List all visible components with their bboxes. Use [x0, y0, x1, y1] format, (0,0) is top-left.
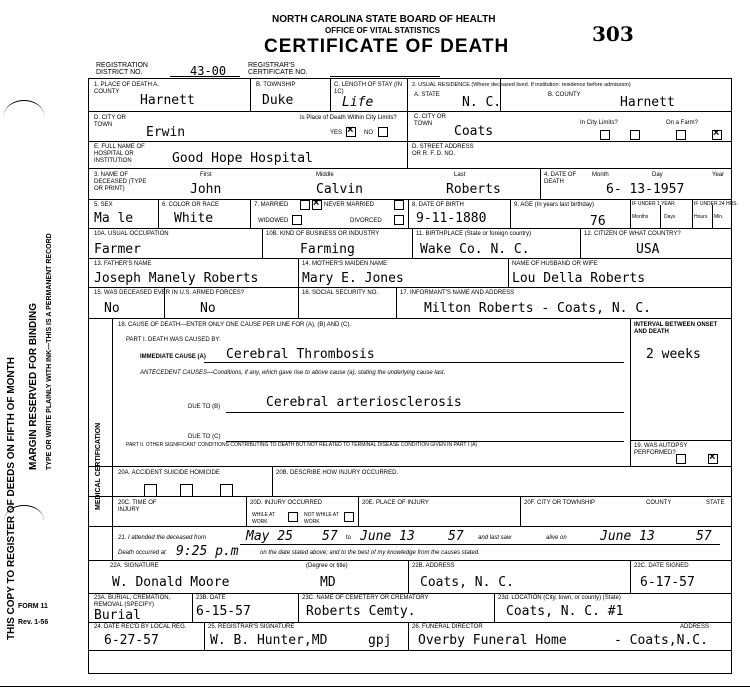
alive-on-label: alive on	[546, 535, 567, 541]
interval-label: INTERVAL BETWEEN ONSET AND DEATH	[634, 322, 718, 335]
medical-certification-label: MEDICAL CERTIFICATION	[95, 422, 102, 510]
binding-mark	[4, 100, 44, 131]
under-24-hours-label: IF UNDER 24 HRS.	[694, 201, 738, 207]
married-label: 7. MARRIED	[254, 202, 289, 208]
immediate-cause-label: IMMEDIATE CAUSE (A)	[140, 354, 206, 360]
alive-on-year: 57	[696, 529, 712, 544]
citizenship-value: USA	[636, 242, 660, 257]
not-work-checkbox[interactable]	[344, 512, 354, 522]
minutes-label: Min.	[714, 214, 724, 220]
injury-time-label: 20C. TIME OF INJURY	[118, 500, 157, 513]
mother-value: Mary E. Jones	[302, 271, 404, 286]
birth-date-label: 8. DATE OF BIRTH	[412, 202, 464, 208]
attended-from-value: May 25	[246, 529, 293, 544]
hospital-value: Good Hope Hospital	[172, 151, 313, 166]
residence-county-label: B. COUNTY	[548, 92, 581, 98]
place-limits-yes-label: YES	[330, 130, 343, 136]
cemetery-location-value: Coats, N. C. #1	[506, 604, 624, 619]
middle-name-value: Calvin	[316, 182, 363, 197]
injury-occurred-label: 20D. INJURY OCCURRED	[250, 500, 323, 506]
form-revision: Rev. 1-56	[18, 619, 49, 626]
residence-city-value: Coats	[454, 124, 494, 139]
antecedent-label: ANTECEDENT CAUSES—Conditions, if any, which gave rise to above cause (a), stating the underlying cause last.	[140, 370, 446, 376]
never-married-label: NEVER MARRIED	[324, 202, 375, 208]
residence-limits-no-checkbox[interactable]	[630, 130, 640, 140]
father-value: Joseph Manely Roberts	[94, 271, 259, 286]
business-label: 10B. KIND OF BUSINESS OR INDUSTRY	[266, 231, 380, 237]
place-limits-no-label: NO	[364, 130, 373, 136]
burial-label: 23A. BURIAL, CREMATION, REMOVAL (SPECIFY)	[94, 595, 171, 608]
father-label: 13. FATHER'S NAME	[94, 261, 152, 267]
residence-city-label: C. CITY OR TOWN	[414, 114, 446, 127]
place-stay-label: C. LENGTH OF STAY (IN 1C)	[334, 82, 403, 95]
funeral-director-value: Overby Funeral Home	[418, 633, 567, 648]
race-label: 6. COLOR OR RACE	[162, 202, 220, 208]
birth-date-value: 9-11-1880	[416, 211, 487, 226]
residence-farm-no-checkbox[interactable]	[712, 130, 722, 140]
part-two-label: PART II. OTHER SIGNIFICANT CONDITIONS CONTRIBUTING TO DEATH BUT NOT RELATED TO TERMINAL DISEASE CONDITION GIVEN IN PART I (A)	[126, 442, 478, 448]
attended-to-value: June 13	[360, 529, 415, 544]
informant-label: 17. INFORMANT'S NAME AND ADDRESS	[400, 290, 515, 296]
immediate-cause-value: Cerebral Thrombosis	[226, 347, 375, 362]
widowed-label: WIDOWED	[258, 218, 289, 224]
race-value: White	[174, 211, 214, 226]
armed-forces-dates-value: No	[200, 301, 216, 316]
ssn-label: 16. SOCIAL SECURITY NO.	[302, 290, 379, 296]
residence-county-value: Harnett	[620, 95, 675, 110]
certificate-number: 303	[592, 22, 634, 46]
middle-name-label: Middle	[316, 172, 334, 178]
divorced-checkbox[interactable]	[394, 215, 404, 225]
last-name-label: Last	[454, 172, 466, 178]
place-city-label: D. CITY OR TOWN	[94, 115, 126, 128]
injury-place-label: 20E. PLACE OF INJURY	[362, 500, 429, 506]
first-name-value: John	[190, 182, 222, 197]
while-work-checkbox[interactable]	[288, 512, 298, 522]
funeral-address-label: ADDRESS	[680, 624, 710, 630]
attended-to-year: 57	[448, 529, 464, 544]
married-checkbox[interactable]	[300, 200, 310, 210]
certificate-title: CERTIFICATE OF DEATH	[264, 36, 510, 57]
attended-to-label: to	[346, 535, 352, 541]
signature-label: 22A. SIGNATURE	[110, 563, 159, 569]
death-month-label: Month	[592, 172, 609, 178]
suicide-box[interactable]	[180, 484, 193, 497]
margin-binding-note: MARGIN RESERVED FOR BINDING	[28, 302, 39, 470]
informant-value: Milton Roberts - Coats, N. C.	[424, 301, 651, 316]
residence-street-label: D. STREET ADDRESS OR R. F. D. NO.	[412, 144, 474, 157]
sex-value: Ma le	[94, 211, 134, 226]
birthplace-label: 11. BIRTHPLACE (State or foreign country)	[416, 231, 532, 237]
injury-describe-label: 20B. DESCRIBE HOW INJURY OCCURRED.	[276, 470, 399, 476]
date-received-label: 24. DATE REC'D BY LOCAL REG.	[94, 624, 187, 630]
residence-state-label: A. STATE	[414, 92, 440, 98]
injury-state-label: STATE	[706, 500, 725, 506]
hours-label: Hours	[694, 214, 708, 220]
residence-limits-label: In City Limits?	[580, 120, 618, 126]
residence-farm-label: On a Farm?	[666, 120, 699, 126]
registrar-signature-value: W. B. Hunter,MD	[210, 633, 328, 648]
mother-label: 14. MOTHER'S MAIDEN NAME	[302, 261, 388, 267]
injury-county-label: COUNTY	[646, 500, 672, 506]
funeral-address-value: - Coats,N.C.	[614, 633, 708, 648]
death-year-label: Year	[712, 172, 725, 178]
autopsy-label: 19. WAS AUTOPSY PERFORMED?	[634, 443, 688, 456]
margin-ink-note: TYPE OR WRITE PLAINLY WITH INK—THIS IS A PERMANENT RECORD	[46, 233, 53, 470]
last-name-value: Roberts	[446, 182, 501, 197]
months-label: Months	[632, 214, 649, 220]
spouse-label: NAME OF HUSBAND OR WIFE	[512, 261, 598, 267]
alive-on-value: June 13	[600, 529, 655, 544]
cemetery-label: 23C. NAME OF CEMETERY OR CREMATORY	[302, 595, 429, 601]
signer-value: W. Donald Moore	[112, 575, 230, 590]
office-name: OFFICE OF VITAL STATISTICS	[325, 26, 440, 35]
first-name-label: First	[200, 172, 212, 178]
cemetery-location-label: 23d. LOCATION (City, town, or county) (State)	[498, 595, 621, 601]
attended-label: 21. I attended the deceased from	[118, 535, 207, 541]
deceased-name-label: 3. NAME OF DECEASED (TYPE OR PRINT)	[94, 172, 147, 192]
death-occurred-value: 9:25 p.m	[176, 544, 239, 559]
age-value: 76	[590, 214, 606, 229]
registrar-certificate-label: REGISTRAR'S CERTIFICATE NO.	[248, 62, 308, 76]
never-married-checkbox[interactable]	[312, 200, 322, 210]
death-date-label: 4. DATE OF DEATH	[544, 172, 577, 185]
date-received-value: 6-27-57	[104, 633, 159, 648]
not-work-label: NOT WHILE AT WORK	[304, 512, 339, 525]
divorced-label: DIVORCED	[350, 218, 382, 224]
place-limits-no-checkbox[interactable]	[378, 127, 388, 137]
business-value: Farming	[300, 242, 355, 257]
accident-box[interactable]	[144, 484, 157, 497]
birthplace-value: Wake Co. N. C.	[420, 242, 530, 257]
signer-address-value: Coats, N. C.	[420, 575, 514, 590]
place-stay-value: Life	[342, 95, 374, 110]
burial-value: Burial	[94, 608, 141, 623]
autopsy-no-checkbox[interactable]	[708, 454, 718, 464]
date-signed-value: 6-17-57	[640, 575, 695, 590]
date-signed-label: 22C. DATE SIGNED	[634, 563, 689, 569]
margin-register-note: THIS COPY TO REGISTER OF DEEDS ON FIFTH OF MONTH	[6, 357, 17, 640]
days-label: Days	[664, 214, 676, 220]
sex-label: 5. SEX	[94, 202, 113, 208]
never-married-extra-checkbox[interactable]	[394, 200, 404, 210]
age-label: 9. AGE (In years last birthday)	[514, 202, 595, 208]
binding-mark	[4, 505, 44, 536]
injury-type-label: 20A. ACCIDENT SUICIDE HOMICIDE	[118, 470, 220, 476]
due-to-b-label: DUE TO (B)	[188, 404, 221, 410]
registration-district-value: 43-00	[190, 64, 227, 78]
attended-from-year: 57	[322, 529, 338, 544]
cemetery-value: Roberts Cemty.	[306, 604, 416, 619]
occupation-label: 10A. USUAL OCCUPATION	[94, 231, 169, 237]
widowed-checkbox[interactable]	[292, 215, 302, 225]
registrar-signature-label: 25. REGISTRAR'S SIGNATURE	[208, 624, 295, 630]
residence-farm-yes-checkbox[interactable]	[676, 130, 686, 140]
occupation-value: Farmer	[94, 242, 141, 257]
place-township-value: Duke	[262, 93, 294, 108]
signer-address-label: 22B. ADDRESS	[412, 563, 455, 569]
residence-label: 2. USUAL RESIDENCE (Where deceased lived. If institution: residence before admission)	[412, 82, 631, 88]
due-to-b-value: Cerebral arteriosclerosis	[266, 395, 462, 410]
degree-label: (Degree or title)	[306, 563, 348, 569]
citizenship-label: 12. CITIZEN OF WHAT COUNTRY?	[584, 231, 681, 237]
place-limits-yes-checkbox[interactable]	[346, 127, 356, 137]
hospital-label: E. FULL NAME OF HOSPITAL OR INSTITUTION	[94, 144, 145, 164]
under-one-year-label: IF UNDER 1 YEAR	[632, 201, 675, 207]
interval-value: 2 weeks	[646, 347, 701, 362]
injury-city-label: 20F. CITY OR TOWNSHIP	[524, 500, 596, 506]
form-number: FORM 11	[18, 603, 48, 610]
burial-date-value: 6-15-57	[196, 604, 251, 619]
death-occurred-tail: on the date stated above; and to the best of my knowledge from the causes stated.	[260, 550, 480, 556]
homicide-box[interactable]	[220, 484, 233, 497]
agency-name: NORTH CAROLINA STATE BOARD OF HEALTH	[272, 14, 496, 25]
part-one-label: PART I. DEATH WAS CAUSED BY:	[126, 337, 221, 343]
place-county-label: 1. PLACE OF DEATH A. COUNTY	[94, 82, 159, 95]
residence-state-value: N. C.	[462, 95, 502, 110]
due-to-c-label: DUE TO (C)	[188, 434, 221, 440]
residence-limits-yes-checkbox[interactable]	[600, 130, 610, 140]
cause-label: 18. CAUSE OF DEATH—ENTER ONLY ONE CAUSE PER LINE FOR (A), (B) AND (C).	[118, 322, 352, 328]
place-city-value: Erwin	[146, 125, 186, 140]
place-county-value: Harnett	[140, 93, 195, 108]
armed-forces-value: No	[104, 301, 120, 316]
registrar-initials: gpj	[368, 633, 392, 648]
death-occurred-label: Death occurred at	[118, 550, 166, 556]
degree-value: MD	[320, 575, 336, 590]
place-township-label: B. TOWNSHIP	[256, 82, 296, 88]
place-limits-label: Is Place of Death Within City Limits?	[300, 115, 397, 121]
while-work-label: WHILE AT WORK	[252, 512, 275, 525]
armed-forces-label: 15. WAS DECEASED EVER IN U.S. ARMED FORCES?	[94, 290, 245, 296]
spouse-value: Lou Della Roberts	[512, 271, 646, 286]
registration-district-label: REGISTRATION DISTRICT NO.	[96, 62, 148, 76]
death-day-label: Day	[652, 172, 663, 178]
autopsy-yes-checkbox[interactable]	[676, 454, 686, 464]
last-saw-label: and last saw	[478, 535, 512, 541]
burial-date-label: 23B. DATE	[196, 595, 226, 601]
funeral-director-label: 26. FUNERAL DIRECTOR	[412, 624, 483, 630]
death-date-value: 6- 13-1957	[606, 182, 685, 197]
